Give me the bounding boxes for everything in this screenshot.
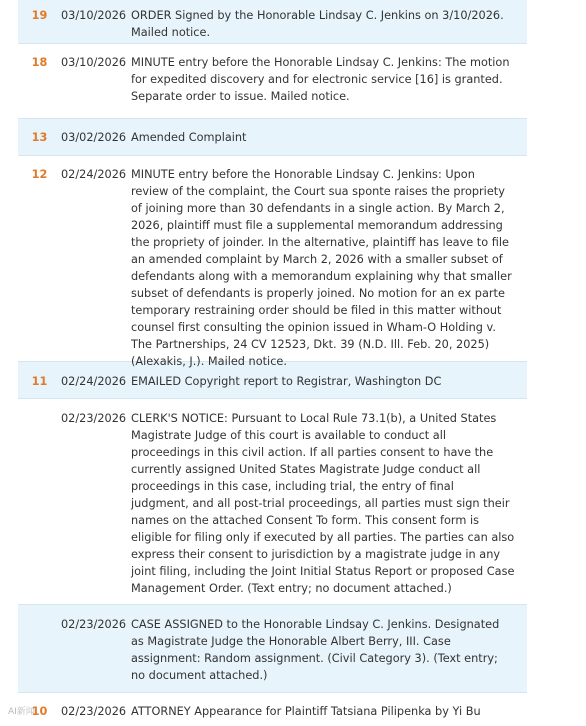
docket-row — [18, 0, 527, 44]
entry-text: EMAILED Copyright report to Registrar, Washington DC — [131, 375, 442, 388]
entry-number[interactable]: 18 — [31, 56, 48, 69]
entry-text: ORDER Signed by the Honorable Lindsay C. Jenkins on 3/10/2026. Mailed notice. — [131, 9, 504, 39]
entry-text: CLERK'S NOTICE: Pursuant to Local Rule 73.1(b), a United States Magistrate Judge of this court is available to conduct all proceedings in this civil action. If all parties consent to have the currently assigned United States Magistrate Judge conduct all proceedings in this case, including trial, the entry of final judgment, and all post-trial proceedings, all parties must sign their names on the attached Consent To form. This consent form is eligible for filing only if executed by all parties. The parties can also express their consent to jurisdiction by a magistrate judge in any joint filing, including the Joint Initial Status Report or proposed Case Management Order. (Text entry; no document attached.) — [131, 412, 515, 595]
entry-number[interactable] — [18, 616, 61, 684]
entry-text: ATTORNEY Appearance for Plaintiff Tatsiana Pilipenka by Yi Bu — [131, 705, 481, 718]
entry-date: 03/10/2026 — [61, 9, 127, 22]
entry-number[interactable] — [18, 410, 61, 596]
entry-text: CASE ASSIGNED to the Honorable Lindsay C. Jenkins. Designated as Magistrate Judge the Honorable Albert Berry, III. Case assignment: Random assignment. (Civil Category 3). (Text entry; no document attached.) — [131, 618, 500, 682]
entry-date: 02/23/2026 — [61, 705, 127, 718]
entry-text: Amended Complaint — [131, 131, 247, 144]
entry-number[interactable]: 12 — [31, 168, 48, 181]
docket-row — [18, 693, 527, 726]
entry-date: 02/24/2026 — [61, 168, 127, 181]
entry-number[interactable]: 10 — [31, 705, 48, 718]
docket-row — [18, 605, 527, 693]
docket-row — [18, 156, 527, 368]
entry-number[interactable]: 11 — [31, 375, 48, 388]
docket-table — [18, 0, 527, 726]
entry-date: 02/23/2026 — [61, 412, 127, 425]
entry-number[interactable]: 13 — [31, 131, 48, 144]
entry-text: MINUTE entry before the Honorable Lindsay C. Jenkins: The motion for expedited discovery and for electronic service [16] is granted. Separate order to issue. Mailed notice. — [131, 56, 510, 103]
entry-text: MINUTE entry before the Honorable Lindsay C. Jenkins: Upon review of the complaint, the Court sua sponte raises the propriety of joining more than 30 defendants in a single action. By March 2, 2026, plaintiff must file a supplemental memorandum addressing the propriety of joinder. In the alternative, plaintiff has leave to file an amended complaint by March 2, 2026 with a smaller subset of defendants along with a memorandum explaining why that smaller subset of defendants is properly joined. No motion for an ex parte temporary restraining order should be filed in this matter without counsel first consulting the opinion issued in Wham-O Holding v. The Partnerships, 24 CV 12523, Dkt. 39 (N.D. Ill. Feb. 20, 2025) (Alexakis, J.). Mailed notice. — [131, 168, 512, 368]
docket-row — [18, 399, 527, 605]
entry-number[interactable]: 19 — [31, 9, 48, 22]
watermark-logo: AI新闻 — [8, 707, 35, 717]
entry-date: 03/02/2026 — [61, 131, 127, 144]
entry-date: 02/23/2026 — [61, 618, 127, 631]
docket-row — [18, 44, 527, 119]
docket-row — [18, 119, 527, 156]
entry-date: 03/10/2026 — [61, 56, 127, 69]
entry-date: 02/24/2026 — [61, 375, 127, 388]
